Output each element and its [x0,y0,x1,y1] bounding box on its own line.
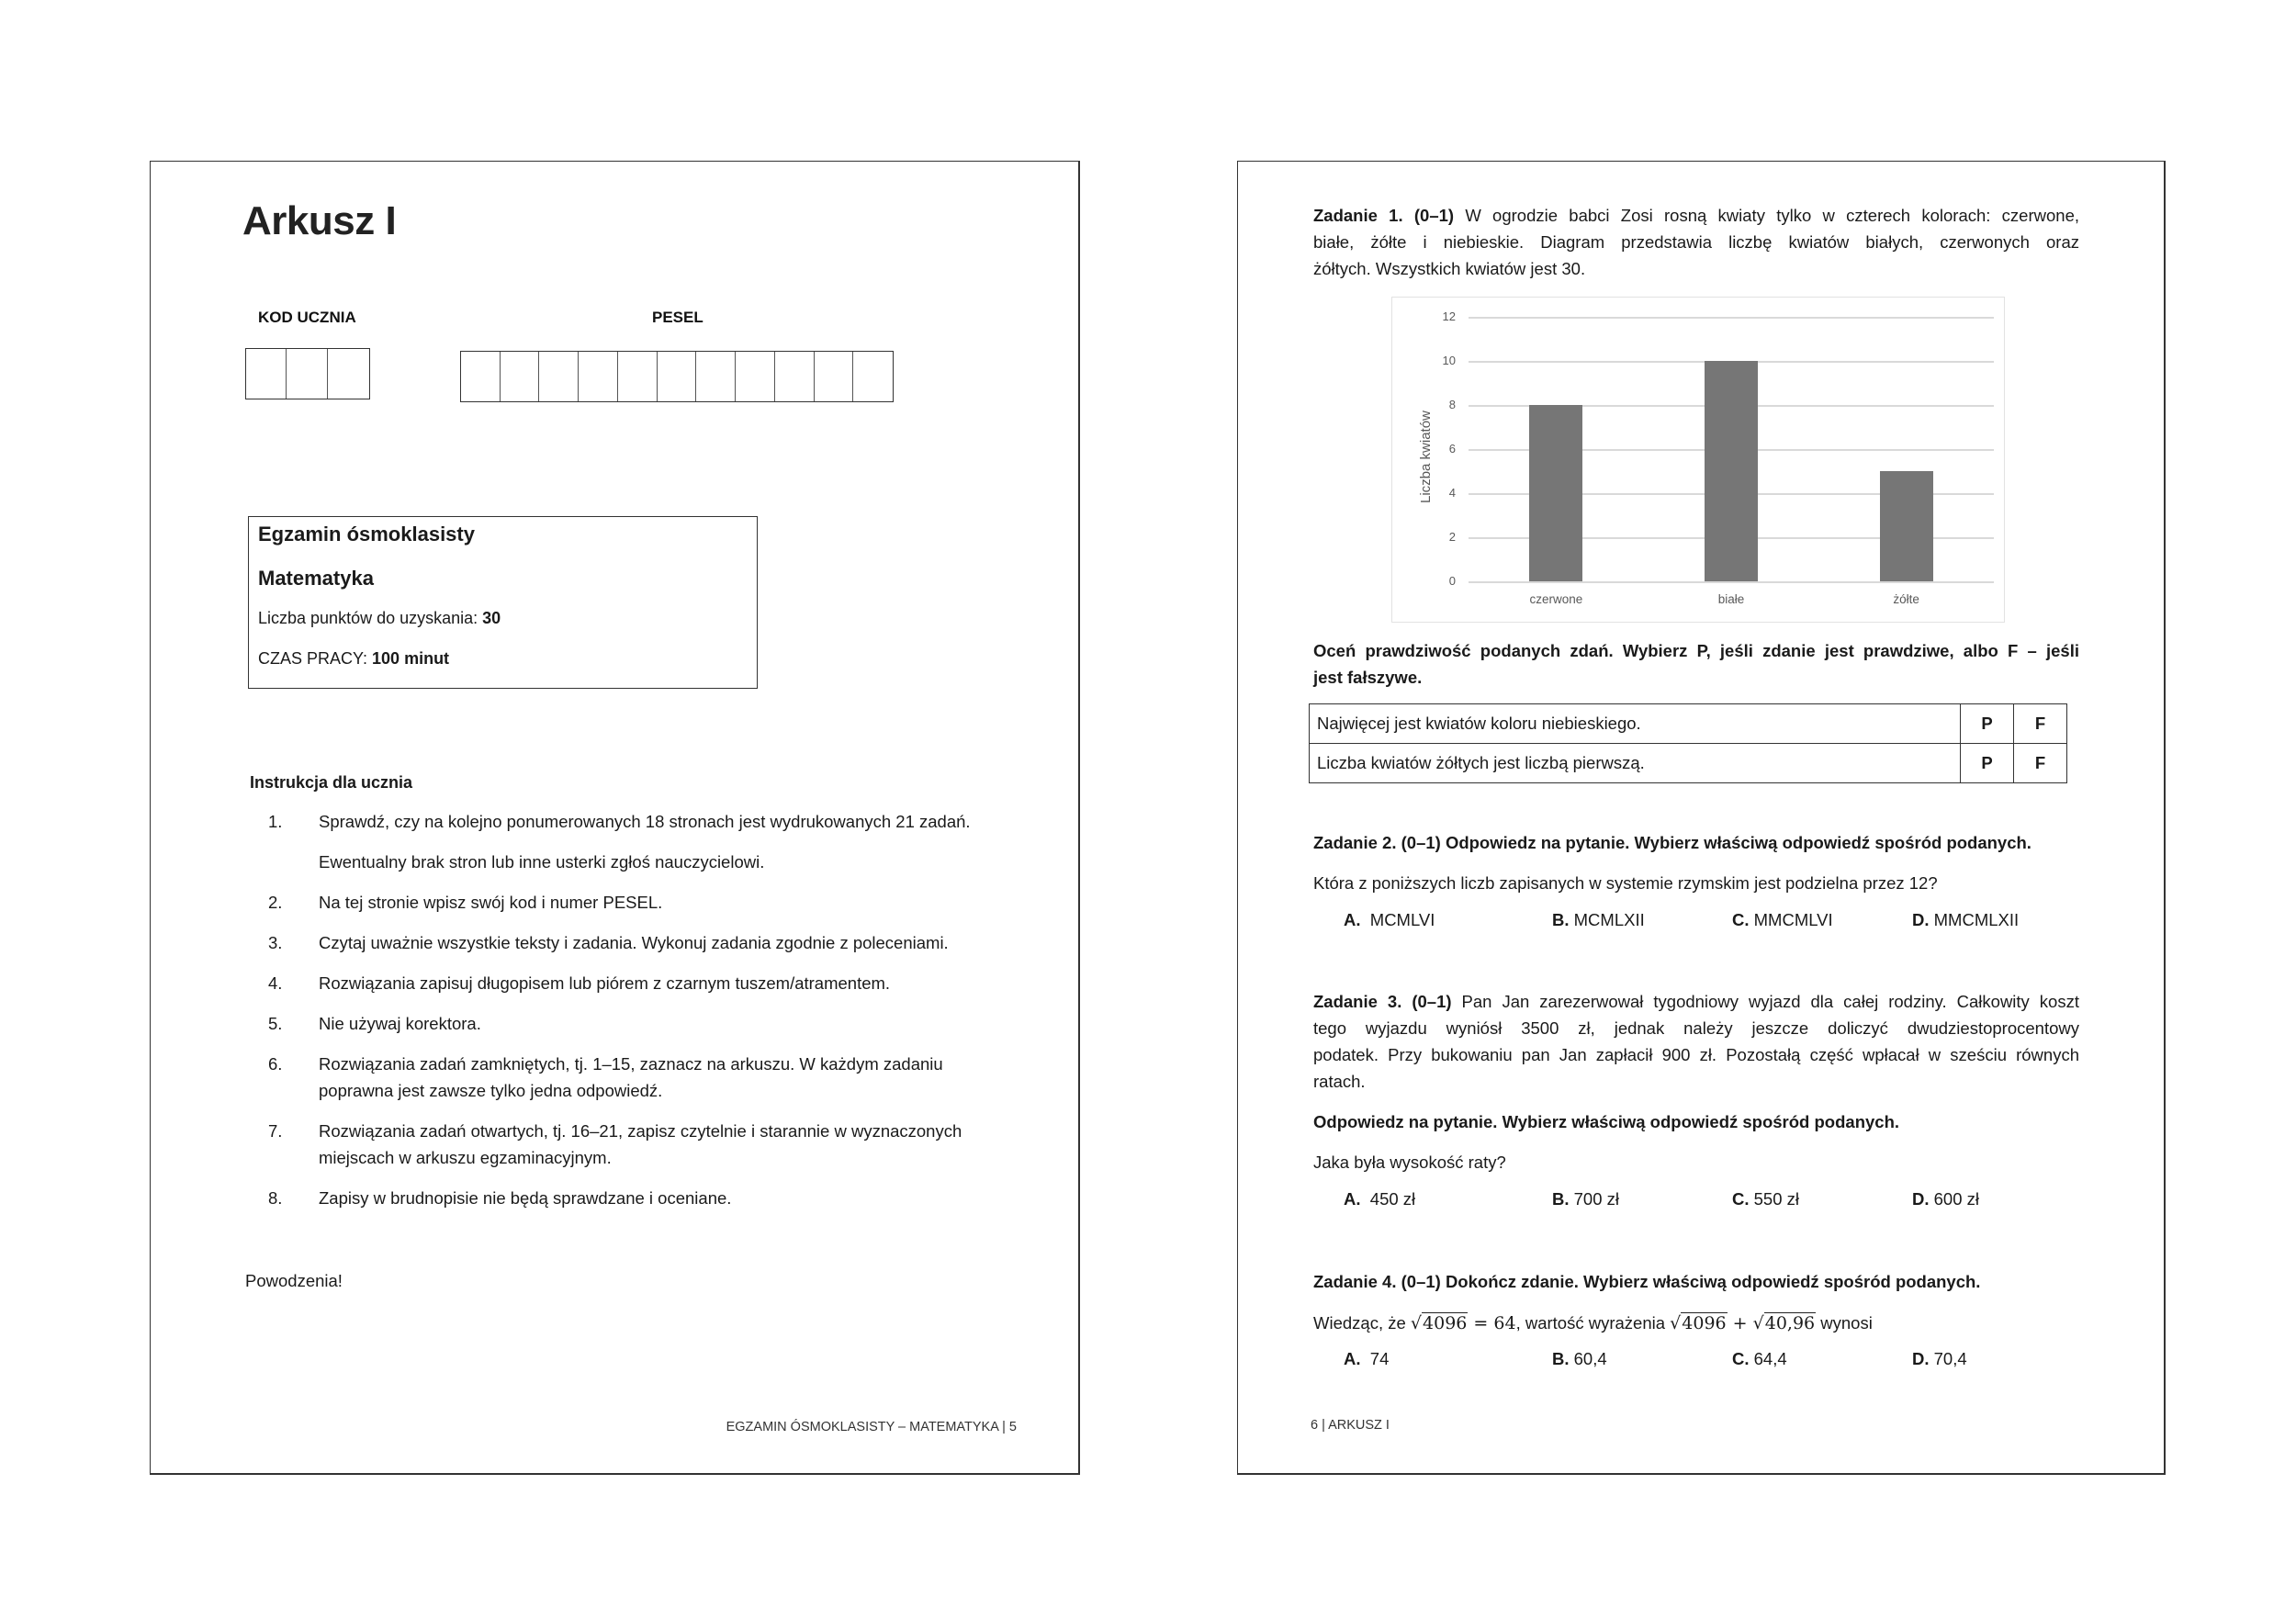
page-footer: 6 | ARKUSZ I [1311,1418,1390,1433]
task3-line: Pan Jan zarezerwował tygodniowy wyjazd dla całej rodziny. Całkowity koszt [1451,992,2079,1011]
option-p[interactable]: P [1961,744,2014,783]
task1-line: białe, żółte i niebieskie. Diagram przedstawia liczbę kwiatów białych, czerwonych oraz [1313,232,2079,252]
task4-heading: Zadanie 4. (0–1) Dokończ zdanie. Wybierz właściwą odpowiedź spośród podanych. [1313,1272,1981,1291]
gridline [1469,317,1994,319]
y-tick-label: 4 [1448,486,1456,500]
task3-line: tego wyjazdu wyniósł 3500 zł, jednak należy jeszcze doliczyć dwudziestoprocentowy [1313,1018,2079,1038]
sqrt-expression: √40,96 [1752,1313,1816,1333]
x-category-label: białe [1717,592,1745,606]
item-number: 7. [268,1121,283,1141]
task1-instruction [1313,637,2079,691]
x-category-label: żółte [1893,592,1919,606]
task3-label: Zadanie 3. (0–1) [1313,992,1452,1011]
item-number: 4. [268,973,283,993]
task1-line: żółtych. Wszystkich kwiatów jest 30. [1313,259,1586,278]
bar-1 [1705,361,1758,581]
task1-label: Zadanie 1. (0–1) [1313,206,1455,225]
closing-text: Powodzenia! [245,1271,343,1290]
chart-plot-area [1392,298,2004,622]
answer-c[interactable]: C. 550 zł [1732,1189,1800,1209]
sheet-title: Arkusz I [242,198,397,243]
item-text: Sprawdź, czy na kolejno ponumerowanych 18 stronach jest wydrukowanych 21 zadań. [319,812,971,831]
item-number: 3. [268,933,283,952]
task3-text [1313,988,2079,1095]
student-code-label: KOD UCZNIA [258,309,356,326]
y-tick-label: 12 [1442,309,1456,323]
math-text: = 64 [1468,1313,1516,1333]
points-label: Liczba punktów do uzyskania: [258,609,483,627]
item-number: 8. [268,1188,283,1208]
task3-instruction: Odpowiedz na pytanie. Wybierz właściwą odpowiedź spośród podanych. [1313,1112,1900,1131]
sqrt-expression: √4096 [1410,1313,1468,1333]
item-text: Ewentualny brak stron lub inne usterki zgłoś nauczycielowi. [319,852,765,872]
answer-a[interactable]: A. MCMLVI [1344,910,1435,929]
exam-page-left [150,161,1080,1475]
radicand: 40,96 [1764,1313,1816,1333]
y-tick-label: 8 [1448,398,1456,411]
math-text: + [1727,1313,1753,1333]
item-text: Na tej stronie wpisz swój kod i numer PESEL. [319,893,663,912]
option-p[interactable]: P [1961,704,2014,744]
statement-text: Najwięcej jest kwiatów koloru niebieskiego. [1310,704,1961,744]
answer-c[interactable]: C. MMCMLVI [1732,910,1833,929]
item-text: miejscach w arkuszu egzaminacyjnym. [319,1148,612,1167]
item-number: 6. [268,1054,283,1074]
table-row [1310,744,2067,783]
item-number: 1. [268,812,283,831]
pesel-label: PESEL [652,309,703,326]
y-axis-label: Liczba kwiatów [1418,410,1434,503]
answer-c[interactable]: C. 64,4 [1732,1349,1787,1368]
instructions-heading: Instrukcja dla ucznia [250,773,413,792]
item-text: Rozwiązania zapisuj długopisem lub piórem z czarnym tuszem/atramentem. [319,973,891,993]
question-text: wynosi [1816,1313,1873,1333]
time-label: CZAS PRACY: [258,649,373,668]
points-value: 30 [482,609,501,627]
statement-text: Liczba kwiatów żółtych jest liczbą pierwszą. [1310,744,1961,783]
y-tick-label: 0 [1448,574,1456,588]
exam-subject: Matematyka [258,567,374,590]
task1-line: W ogrodzie babci Zosi rosną kwiaty tylko w czterech kolorach: czerwone, [1454,206,2079,225]
question-text: , wartość wyrażenia [1515,1313,1671,1333]
page-footer: EGZAMIN ÓSMOKLASISTY – MATEMATYKA | 5 [726,1420,1017,1434]
task2-question: Która z poniższych liczb zapisanych w systemie rzymskim jest podzielna przez 12? [1313,873,1938,893]
task1-text [1313,202,2079,282]
gridline [1469,581,1994,583]
answer-b[interactable]: B. 60,4 [1552,1349,1607,1368]
answer-a[interactable]: A. 450 zł [1344,1189,1416,1209]
sqrt-expression: √4096 [1670,1313,1727,1333]
x-category-label: czerwone [1529,592,1583,606]
instruction-line: Oceń prawdziwość podanych zdań. Wybierz P, jeśli zdanie jest prawdziwe, albo F – jeśli [1313,641,2079,660]
y-tick-label: 10 [1442,354,1456,367]
task2-heading: Zadanie 2. (0–1) Odpowiedz na pytanie. Wybierz właściwą odpowiedź spośród podanych. [1313,833,2032,852]
bar-2 [1880,471,1933,581]
instruction-line: jest fałszywe. [1313,668,1423,687]
time-value: 100 minut [372,649,450,668]
y-tick-label: 2 [1448,530,1456,544]
answer-d[interactable]: D. 600 zł [1912,1189,1980,1209]
task3-line: podatek. Przy bukowaniu pan Jan zapłacił 900 zł. Pozostałą część wpłacał w sześciu równych [1313,1045,2079,1064]
task4-question [1313,1310,1873,1337]
item-text: Nie używaj korektora. [319,1014,481,1033]
item-text: Zapisy w brudnopisie nie będą sprawdzane i oceniane. [319,1188,732,1208]
answer-d[interactable]: D. MMCMLXII [1912,910,2020,929]
radicand: 4096 [1682,1313,1727,1333]
question-text: Wiedząc, że [1313,1313,1411,1333]
item-text: Rozwiązania zadań zamkniętych, tj. 1–15, zaznacz na arkuszu. W każdym zadaniu [319,1054,943,1074]
option-f[interactable]: F [2014,744,2067,783]
bar-chart [1391,297,2005,623]
table-row [1310,704,2067,744]
instructions-list [268,162,1049,1473]
item-number: 5. [268,1014,283,1033]
option-f[interactable]: F [2014,704,2067,744]
radicand: 4096 [1423,1313,1468,1333]
answer-a[interactable]: A. 74 [1344,1349,1390,1368]
answer-b[interactable]: B. MCMLXII [1552,910,1645,929]
true-false-table [1309,703,2067,783]
exam-name: Egzamin ósmoklasisty [258,523,475,545]
task3-question: Jaka była wysokość raty? [1313,1153,1506,1172]
answer-d[interactable]: D. 70,4 [1912,1349,1967,1368]
answer-b[interactable]: B. 700 zł [1552,1189,1620,1209]
bar-0 [1529,405,1582,581]
task3-line: ratach. [1313,1072,1366,1091]
item-text: poprawna jest zawsze tylko jedna odpowiedź. [319,1081,663,1100]
exam-page-right [1237,161,2166,1475]
y-tick-label: 6 [1448,442,1456,455]
item-number: 2. [268,893,283,912]
item-text: Czytaj uważnie wszystkie teksty i zadania. Wykonuj zadania zgodnie z poleceniami. [319,933,949,952]
item-text: Rozwiązania zadań otwartych, tj. 16–21, zapisz czytelnie i starannie w wyznaczonych [319,1121,962,1141]
